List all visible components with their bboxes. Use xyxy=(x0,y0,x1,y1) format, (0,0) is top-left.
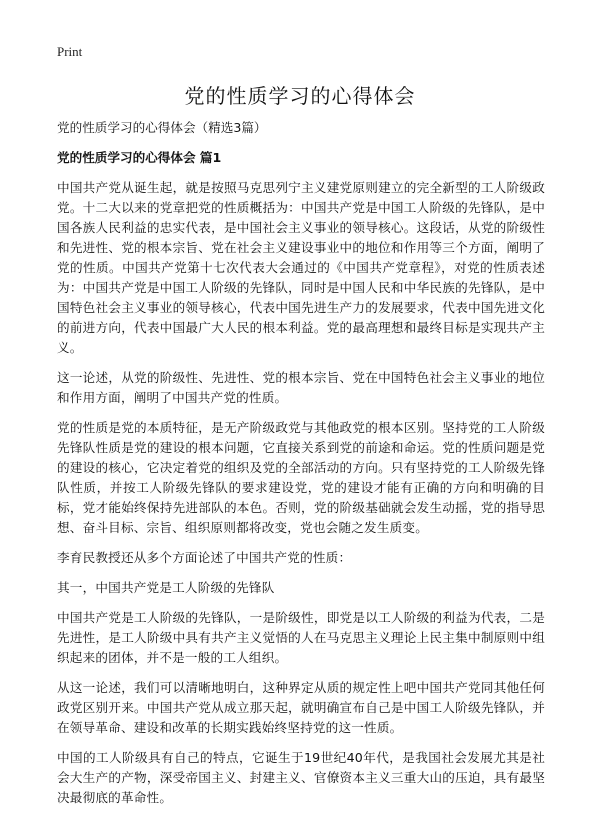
paragraph-7: 从这一论述，我们可以清晰地明白，这种界定从质的规定性上吧中国共产党同其他任何政党区别开来。中国共产党从成立那天起，就明确宣布自己是中国工人阶级先锋队，并在领导革命、建设和改革的长期实践始终坚持党的这一性质。 xyxy=(57,680,545,735)
paragraph-3: 党的性质是党的本质特征，是无产阶级政党与其他政党的根本区别。坚持党的工人阶级先锋队性质是党的建设的根本问题，它直接关系到党的前途和命运。党的性质问题是党的建设的核心，它决定着党的组织及党的全部活动的方向。只有坚持党的工人阶级先锋队性质，并按工人阶级先锋队的要求建设党，党的建设才能有正确的方向和明确的目标，党才能始终保持先进部队的本色。否则，党的阶级基础就会发生动摇，党的指导思想、奋斗目标、宗旨、组织原则都将改变，党也会随之发生质变。 xyxy=(57,420,545,535)
section-heading: 党的性质学习的心得体会 篇1 xyxy=(57,150,222,165)
page-title: 党的性质学习的心得体会 xyxy=(184,84,416,108)
document-subtitle: 党的性质学习的心得体会（精选3篇） xyxy=(57,120,267,135)
print-label: Print xyxy=(57,44,83,59)
paragraph-8: 中国的工人阶级具有自己的特点，它诞生于19世纪40年代，是我国社会发展尤其是社会大生产的产物，深受帝国主义、封建主义、官僚资本主义三重大山的压迫，具有最坚决最彻底的革命性。 xyxy=(57,750,545,805)
paragraph-6: 中国共产党是工人阶级的先锋队，一是阶级性，即党是以工人阶级的利益为代表，二是先进性，是工人阶级中具有共产主义觉悟的人在马克思主义理论上民主集中制原则中组织起来的团体，并不是一般的工人组织。 xyxy=(57,610,545,665)
paragraph-1: 中国共产党从诞生起，就是按照马克思列宁主义建党原则建立的完全新型的工人阶级政党。十二大以来的党章把党的性质概括为：中国共产党是中国工人阶级的先锋队，是中国各族人民利益的忠实代表，是中国社会主义事业的领导核心。这段话，从党的阶级性和先进性、党的根本宗旨、党在社会主义建设事业中的地位和作用等三个方面，阐明了党的性质。中国共产党第十七次代表大会通过的《中国共产党章程》，对党的性质表述为：中国共产党是中国工人阶级的先锋队，同时是中国人民和中华民族的先锋队，是中国特色社会主义事业的领导核心，代表中国先进生产力的发展要求，代表中国先进文化的前进方向，代表中国最广大人民的根本利益。党的最高理想和最终目标是实现共产主义。 xyxy=(57,180,545,355)
paragraph-2: 这一论述，从党的阶级性、先进性、党的根本宗旨、党在中国特色社会主义事业的地位和作用方面，阐明了中国共产党的性质。 xyxy=(57,370,545,405)
paragraph-4: 李育民教授还从多个方面论述了中国共产党的性质： xyxy=(57,550,352,565)
document-body xyxy=(57,118,545,818)
paragraph-5: 其一，中国共产党是工人阶级的先锋队 xyxy=(57,580,275,595)
